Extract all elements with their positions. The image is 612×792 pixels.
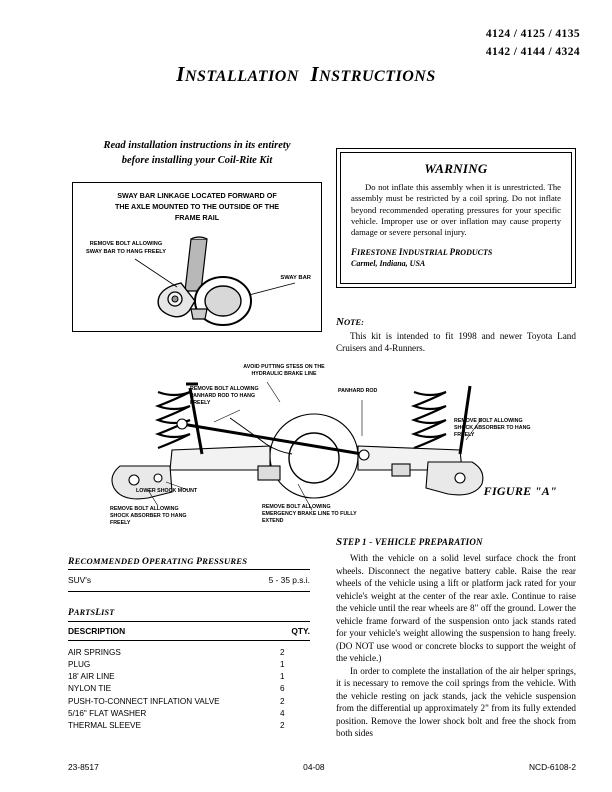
part-numbers-line-1: 4124 / 4125 / 4135 [485, 28, 580, 40]
pressures-rule-bottom [68, 591, 310, 592]
part-qty: 6 [280, 684, 285, 694]
pressures-row-value: 5 - 35 p.s.i. [268, 575, 310, 585]
parts-col-qty: QTY. [291, 626, 310, 636]
step-1-body [336, 552, 576, 740]
company-f: F [351, 246, 358, 257]
company-p: P [449, 246, 455, 257]
part-description: THERMAL SLEEVE [68, 720, 141, 730]
part-qty: 1 [280, 660, 285, 670]
callout-right-shock-remove-bolt: REMOVE BOLT ALLOWING SHOCK ABSORBER TO HANG FREELY [454, 418, 531, 439]
part-qty: 2 [280, 696, 285, 706]
part-qty: 2 [280, 720, 285, 730]
part-description: AIR SPRINGS [68, 648, 121, 657]
step-1-para-1: With the vehicle on a solid level surface chock the front wheels. Disconnect the negative battery cable. Raise the rear wheels of the vehicle using a lift or platform jack rated for your vehicle's weight at the center of the rear axle. Continue to raise the vehicle until the rear wheels are 8" off the ground. Lower the vehicle frame forward of the suspension onto jack stands rated for your vehicle's weight allowing the suspension to hang freely. (DO NOT use wood or concrete blocks to support the weight of the vehicle.) [336, 553, 576, 664]
callout-brake-line: AVOID PUTTING STESS ON THE HYDRAULIC BRAKE LINE [243, 364, 325, 378]
warning-body [351, 182, 561, 239]
swaybar-label: SWAY BAR [280, 275, 311, 281]
parts-title-rest: ARTS [73, 608, 96, 617]
figure-a-label: FIGURE "A" [483, 484, 557, 498]
table-row [68, 647, 310, 659]
part-qty: 2 [280, 648, 285, 657]
intro-line-1: Read installation instructions in its entirety [103, 140, 291, 151]
title-word1: NSTALLATION [184, 68, 299, 85]
swaybar-remove-bolt-label: REMOVE BOLT ALLOWING SWAY BAR TO HANG FREELY [86, 241, 166, 255]
swaybar-caption-line-2: THE AXLE MOUNTED TO THE OUTSIDE OF THE [114, 201, 280, 211]
company-rest: IRESTONE [357, 247, 399, 257]
step-1-heading [336, 536, 483, 548]
part-qty: 4 [280, 708, 285, 718]
pressures-table [68, 556, 310, 592]
parts-title-l: L [95, 608, 102, 618]
page-title [0, 62, 612, 87]
figure-a [62, 358, 567, 538]
table-row [68, 683, 310, 695]
warning-address: Carmel, Indiana, USA [351, 259, 426, 269]
part-description: PLUG [68, 660, 91, 670]
parts-title-p: P [68, 608, 74, 618]
pressures-row-label: SUV's [68, 575, 92, 585]
intro-text [72, 138, 322, 168]
swaybar-caption-line-1: SWAY BAR LINKAGE LOCATED FORWARD OF [117, 191, 277, 200]
pressures-heading-p: P [196, 556, 203, 567]
footer-left: 23-8517 [68, 762, 99, 772]
part-numbers-line-2: 4142 / 4144 / 4324 [485, 45, 580, 58]
table-row [68, 708, 310, 720]
company-rest2: NDUSTRIAL [402, 247, 450, 257]
title-i1: I [176, 62, 185, 86]
note-label-rest: OTE: [343, 317, 365, 327]
pressures-heading-r: R [68, 556, 75, 567]
note-label [336, 316, 364, 328]
pressures-heading [68, 556, 310, 569]
warning-title: WARNING [424, 161, 488, 176]
parts-col-description: DESCRIPTION [68, 626, 126, 636]
parts-list [68, 608, 310, 732]
company-rest3: RODUCTS [454, 247, 493, 257]
step-1-para-2: In order to complete the installation of the air helper springs, it is necessary to remove the coil springs from the vehicle. With the vehicle resting on jack stands, jack the vehicle suspension from the differential up approximately 2" from its fully extended position. Remove the lower shock bolt and free the shock from both sides [336, 665, 576, 739]
table-row [68, 659, 310, 671]
callout-panhard-remove-bolt: REMOVE BOLT ALLOWING PANHARD ROD TO HANG FREELY [190, 386, 259, 407]
parts-list-title [68, 608, 310, 621]
footer-right: NCD-6108-2 [528, 762, 576, 772]
table-row [68, 671, 310, 683]
step-1-heading-rest2: EHICLE PREPARATION [381, 537, 483, 547]
step-1-para-1-wrap [336, 552, 576, 665]
callout-lower-shock-mount: LOWER SHOCK MOUNT [136, 488, 198, 494]
note-body [336, 330, 576, 355]
step-1-s: S [336, 536, 343, 548]
table-row [68, 696, 310, 708]
callout-emergency-brake-line: REMOVE BOLT ALLOWING EMERGENCY BRAKE LINE TO FULLY EXTEND [262, 504, 357, 525]
parts-rows [68, 641, 310, 732]
parts-column-headers [68, 622, 310, 640]
note-body-text: This kit is intended to fit 1998 and newer Toyota Land Cruisers and 4-Runners. [336, 331, 576, 354]
part-description: PUSH-TO-CONNECT INFLATION VALVE [68, 696, 220, 706]
pressures-heading-rest3: RESSURES [202, 556, 248, 566]
pressures-heading-rest2: PERATING [149, 556, 197, 566]
title-i2: I [310, 62, 320, 86]
intro-line-2: before installing your Coil-Rite Kit [121, 155, 273, 167]
swaybar-diagram-box [72, 182, 322, 332]
warning-company [351, 246, 561, 259]
footer-center: 04-08 [303, 762, 325, 772]
part-qty: 1 [280, 672, 285, 682]
part-description: 18' AIR LINE [68, 672, 115, 682]
warning-body-text: Do not inflate this assembly when it is unrestricted. The assembly must be restricted by a coil spring. Do not inflate beyond recommended operating pressures for your specific vehicle. Improper use or over inflation may cause property damage or severe personal injury. [351, 182, 561, 238]
pressures-heading-o: O [142, 556, 150, 567]
part-numbers [486, 26, 580, 62]
pressures-heading-rest: ECOMMENDED [74, 556, 142, 566]
part-description: 5/16" FLAT WASHER [68, 708, 147, 718]
page-footer [68, 762, 576, 772]
title-word2: NSTRUCTIONS [319, 68, 436, 85]
swaybar-illustration [73, 183, 321, 331]
step-1-heading-rest: TEP 1 - V [342, 537, 382, 547]
company-i: I [398, 246, 403, 257]
note-n: N [336, 316, 344, 328]
table-row [68, 720, 310, 732]
step-1-para-2-wrap [336, 665, 576, 740]
swaybar-caption-line-3: FRAME RAIL [174, 212, 220, 222]
part-description: NYLON TIE [68, 684, 112, 694]
callout-left-shock-remove-bolt: REMOVE BOLT ALLOWING SHOCK ABSORBER TO HANG FREELY [110, 506, 187, 527]
parts-title-rest2: IST [101, 608, 115, 617]
callout-panhard-rod: PANHARD ROD [338, 388, 378, 394]
warning-signature [351, 246, 561, 270]
warning-box [336, 148, 576, 288]
pressures-row [68, 570, 310, 591]
